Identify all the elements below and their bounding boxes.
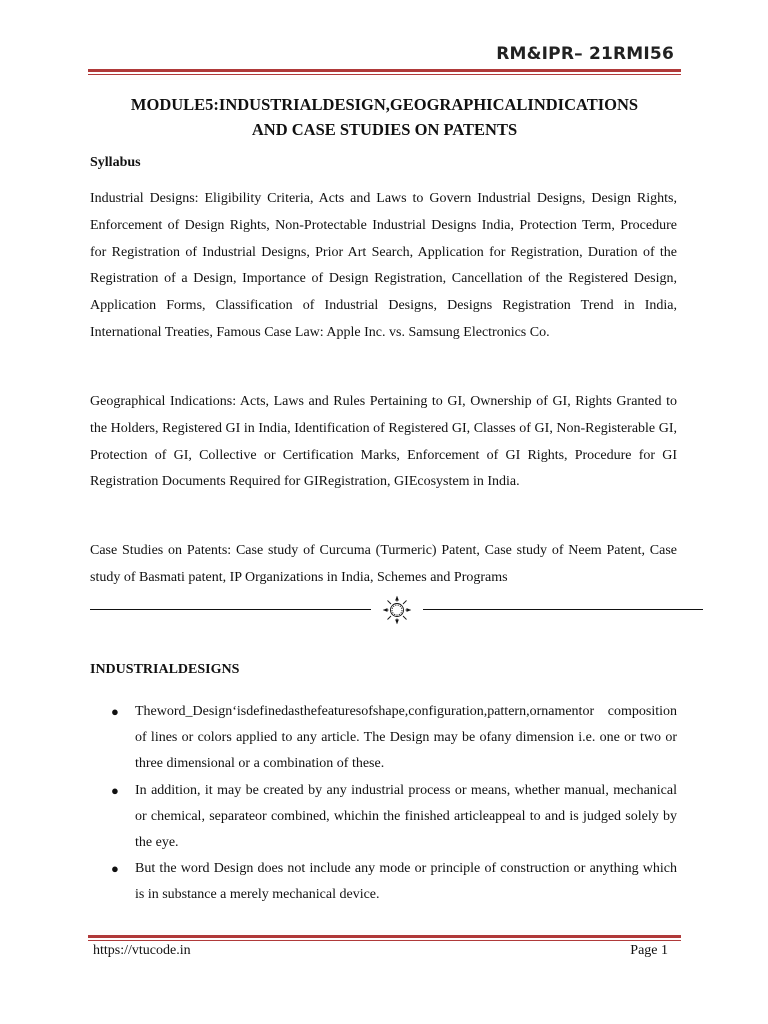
bullet-dot: ● xyxy=(111,704,119,719)
footer-rule-thin xyxy=(88,940,681,941)
course-code: RM&IPR– 21RMI56 xyxy=(496,44,674,64)
bullet-text: But the word Design does not include any mode or principle of construction or anything which is in substance a merely mechanical device. xyxy=(135,861,677,903)
footer-url: https://vtucode.in xyxy=(93,943,191,958)
section-divider xyxy=(90,595,703,625)
list-item xyxy=(90,856,677,908)
list-item xyxy=(90,778,677,857)
bullet-dot: ● xyxy=(111,861,119,877)
module-title xyxy=(88,92,681,142)
module-title-line2: AND CASE STUDIES ON PATENTS xyxy=(251,120,518,139)
section-heading: INDUSTRIALDESIGNS xyxy=(90,662,240,677)
bullet-text: In addition, it may be created by any industrial process or means, whether manual, mechanical or chemical, separateor combined, whichin the finished articleappeal to and is judged solely by the eye. xyxy=(135,782,677,851)
module-title-line1: MODULE5:INDUSTRIALDESIGN,GEOGRAPHICALINDICATIONS xyxy=(130,95,639,114)
list-item xyxy=(90,699,677,778)
header-rule-thin xyxy=(88,74,681,75)
bullet-dot: ● xyxy=(111,782,119,798)
bullet-text: Theword_Design‘isdefinedasthefeaturesofshape,configuration,pattern,ornamentor composition of lines or colors applied to any article. The Design may be ofany dimension i.e. one or two or three dimensional or a combination of these. xyxy=(135,704,677,772)
syllabus-label: Syllabus xyxy=(90,155,141,170)
syllabus-geographical-indications: Geographical Indications: Acts, Laws and Rules Pertaining to GI, Ownership of GI, Rights Granted to the Holders, Registered GI in India, Identification of Registered GI, Classes of GI, Non-Registerable GI, Protection of GI, Collective or Certification Marks, Enforcement of GI Rights, Procedure for GI Registration Documents Required for GIRegistration, GIEcosystem in India. xyxy=(90,394,677,490)
syllabus-case-studies: Case Studies on Patents: Case study of Curcuma (Turmeric) Patent, Case study of Neem Patent, Case study of Basmati patent, IP Organizations in India, Schemes and Programs xyxy=(90,543,677,585)
page-number: Page 1 xyxy=(630,943,668,958)
header-rule-thick xyxy=(88,69,681,72)
divider-line-right xyxy=(423,609,703,610)
divider-line-left xyxy=(90,609,371,610)
footer-rule-thick xyxy=(88,935,681,938)
bullet-list xyxy=(90,699,677,909)
sun-ornament-icon xyxy=(382,595,412,625)
syllabus-industrial-designs: Industrial Designs: Eligibility Criteria, Acts and Laws to Govern Industrial Designs, Design Rights, Enforcement of Design Rights, Non-Protectable Industrial Designs India, Protection Term, Procedure for Registration of Industrial Designs, Prior Art Search, Application for Registration, Duration of the Registration of a Design, Importance of Design Registration, Cancellation of the Registered Design, Application Forms, Classification of Industrial Designs, Designs Registration Trend in India, International Treaties, Famous Case Law: Apple Inc. vs. Samsung Electronics Co. xyxy=(90,191,677,340)
